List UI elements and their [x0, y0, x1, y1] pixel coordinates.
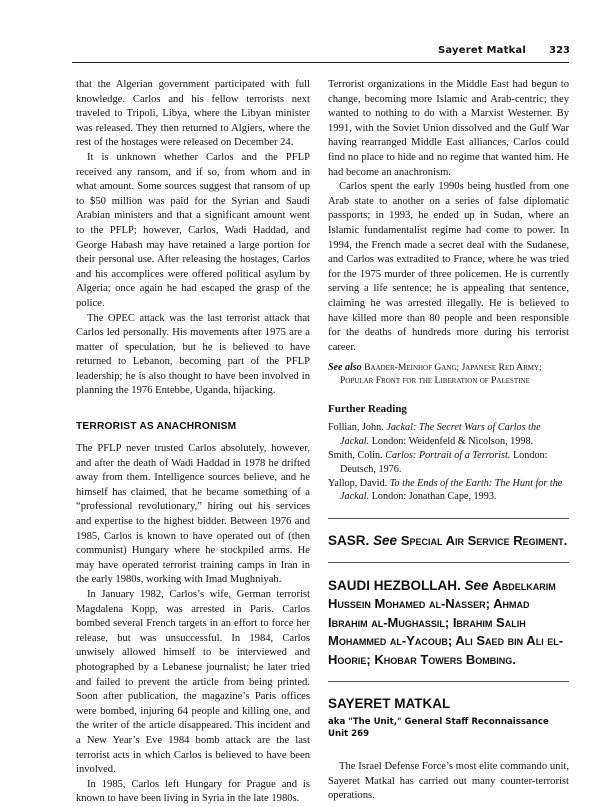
reference-item: Follian, John. Jackal: The Secret Wars of Carlos the Jackal. London: Weidenfeld & Nicolson, 1998. [328, 422, 541, 447]
aka-line: aka "The Unit," General Staff Reconnaissance Unit 269 [328, 717, 549, 739]
left-column [76, 78, 310, 807]
header-rule [72, 62, 569, 63]
paragraph: The OPEC attack was the last terrorist attack that Carlos led personally. His movements after 1975 are a matter of speculation, but he is believed to have returned to Lebanon, becoming part of the PFLP leadership; he is also thought to have been involved in planning the 1976 Entebbe, Uganda, hijacking. [76, 312, 310, 397]
paragraph: In January 1982, Carlos’s wife, German terrorist Magdalena Kopp, was arrested in Paris. Carlos bombed several French targets in an effort to force her release, but was unsuccessful. In 1984, Carlos unwisely allowed himself to be interviewed and photographed by a Lebanese journalist; he later tried and failed to prevent the article from being printed. Soon after publication, the magazine’s Paris offices were bombed, injuring 64 people and killing one, and the writer of the article disappeared. This incident and a New Year’s Eve 1984 bomb attack are the last terrorist acts in which Carlos is believed to have been involved. [76, 589, 310, 776]
running-title: Sayeret Matkal [437, 45, 526, 56]
paragraph: The Israel Defense Force’s most elite commando unit, Sayeret Matkal has carried out many counter-terrorist operations. [328, 761, 569, 802]
see-also [328, 361, 569, 387]
page-number: 323 [549, 45, 570, 56]
further-reading-heading: Further Reading [328, 403, 407, 416]
cross-reference-link[interactable]: Special Air Service Regiment. [400, 532, 568, 548]
entry-divider [328, 681, 569, 682]
section-heading: TERRORIST AS ANACHRONISM [76, 421, 237, 433]
cross-reference-link[interactable]: Abdelkarim Hussein Mohamed al-Nasser; Ahmad Ibrahim al-Mughassil; Ibrahim Salih Mohammed al-Yacoub; Ali Saed bin Ali el-Hoorie; Khobar Towers Bombing. [328, 577, 564, 667]
entry-divider [328, 562, 569, 563]
paragraph: Carlos spent the early 1990s being hustled from one Arab state to another on a series of false diplomatic passports; in 1993, he ended up in Sudan, where an Islamic fundamentalist regime had come to power. In 1994, the French made a secret deal with the Sudanese, and Carlos was extradited to France, where he was tried for the 1975 murder of three policemen. He is currently serving a life sentence; he is appealing that sentence, claiming he was arrested illegally. He is believed to have killed more than 80 people and been responsible for the deaths of hundreds more during his terrorist career. [328, 181, 569, 353]
see-also-links[interactable]: Baader-Meinhof Gang; Japanese Red Army; Popular Front for the Liberation of Palestine [340, 362, 542, 387]
entry-divider [328, 518, 569, 519]
entry-title-sayeret-matkal: SAYERET MATKAL [328, 696, 451, 712]
paragraph: that the Algerian government participated with full knowledge. Carlos and his fellow terrorists next traveled to Tripoli, Libya, where the Libyan minister was released. They then returned to Algiers, where the rest of the hostages were released on December 24. [76, 79, 310, 149]
reference-item: Smith, Colin. Carlos: Portrait of a Terrorist. London: Deutsch, 1976. [328, 450, 548, 475]
right-column [328, 78, 569, 804]
entry-saudi-hezbollah: SAUDI HEZBOLLAH. See Abdelkarim Hussein Mohamed al-Nasser; Ahmad Ibrahim al-Mughassil; Ibrahim Salih Mohammed al-Yacoub; Ali Saed bin Ali el-Hoorie; Khobar Towers Bombing. [328, 577, 564, 667]
entry-sasr: SASR. See Special Air Service Regiment. [328, 532, 568, 548]
paragraph: It is unknown whether Carlos and the PFLP received any ransom, and if so, from whom and in what amount. Some sources suggest that ransom of up to $50 million was paid for the Syrian and Saudi Arabian ministers and that a significant amount went to the PFLP; however, Carlos, Wadi Haddad, and George Habash may have retained a large portion for their personal use. After releasing the hostages, Carlos and his accomplices were offered political asylum by Algeria; once again he had escaped the grasp of the police. [76, 151, 310, 309]
paragraph: Terrorist organizations in the Middle East had begun to change, becoming more Islamic and Arab-centric; they wanted to nothing to do with a Marxist Westerner. By 1991, with the Soviet Union dissolved and the Gulf War having rearranged Middle East alliances, Carlos could find no place to hide and no regime that wanted him. He had become an anachronism. [328, 79, 569, 178]
reference-item: Yallop, David. To the Ends of the Earth: The Hunt for the Jackal. London: Jonathan Cape, 1993. [328, 477, 563, 503]
see-also-label: See also [328, 362, 362, 374]
paragraph: The PFLP never trusted Carlos absolutely, however, and after the death of Wadi Haddad in 1978 he drifted away from them. Intelligence sources believe, and he himself has claimed, that he became something of a “professional revolutionary,” hiring out his services and expertise to the highest bidder. Between 1976 and 1985, Carlos is known to have operated out of (then communist) Hungary where he stockpiled arms. He may have operated terrorist training camps in Iran in the early 1980s, working with Imad Mughniyah. [76, 443, 310, 586]
paragraph: In 1985, Carlos left Hungary for Prague and is known to have been living in Syria in the late 1980s. [76, 778, 310, 805]
